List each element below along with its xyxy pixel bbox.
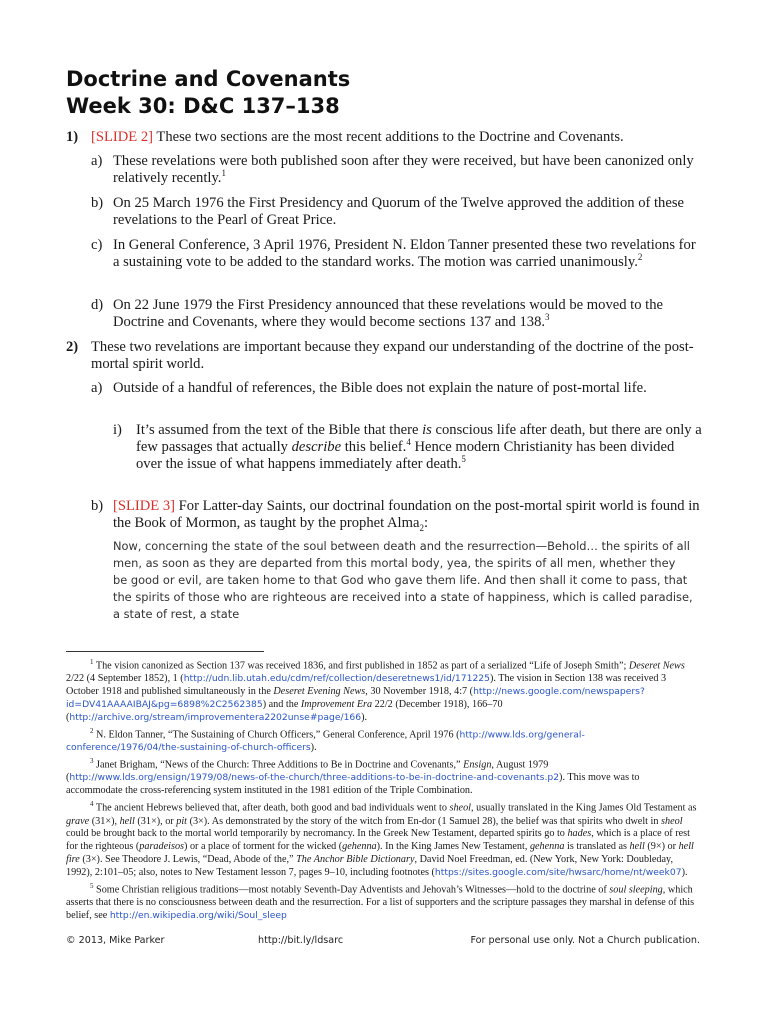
item-2ai <box>136 422 703 473</box>
footnote-2 <box>66 725 698 755</box>
footer-disclaimer: For personal use only. Not a Church publication. <box>470 935 700 946</box>
alma-subscript: 2 <box>419 522 424 533</box>
footnote-4-em: sheol <box>449 802 472 814</box>
footnote-2-text: ). <box>310 742 317 754</box>
footnote-4-text: , usually translated in the King James Old Testament as <box>471 802 697 814</box>
footnote-4-text: ) or a place of torment for the wicked ( <box>184 841 343 853</box>
item-2b <box>113 498 703 532</box>
footnote-5-em: soul sleeping <box>609 884 663 896</box>
footnote-5-link[interactable]: http://en.wikipedia.org/wiki/Soul_sleep <box>109 910 287 922</box>
footnote-4-link[interactable]: https://sites.google.com/site/hwsarc/home/nt/week07 <box>434 867 682 879</box>
item-1a-label: a) <box>91 153 103 169</box>
footnote-3-link[interactable]: http://www.lds.org/ensign/1979/08/news-of-the-church/three-additions-to-be-in-doctrine-and-covenants.p2 <box>69 772 560 784</box>
footnote-1-em: Improvement Era <box>300 699 373 711</box>
title-line-1: Doctrine and Covenants <box>66 67 351 91</box>
footnote-4-text: is translated as <box>564 841 630 853</box>
footnote-4-em: gehenna <box>529 841 565 853</box>
item-1b <box>113 195 703 229</box>
footnote-ref-5[interactable]: 5 <box>461 454 466 465</box>
item-2b-text: For Latter-day Saints, our doctrinal foundation on the post-mortal spirit world is found in the Book of Mormon, as taught by the prophet Alma <box>113 498 700 531</box>
item-1c-label: c) <box>91 237 103 253</box>
footnote-4-em: hell <box>629 841 645 853</box>
footnote-1-link[interactable]: http://udn.lib.utah.edu/cdm/ref/collection/deseretnews1/id/171225 <box>183 673 490 685</box>
section-1-text <box>91 129 703 146</box>
footnote-1-text: ). The vision in Section 138 was received 3 October 1918 and published simultaneously in the <box>66 673 667 698</box>
item-1c <box>113 237 703 271</box>
footnote-4-em: hell fire <box>66 841 694 866</box>
item-1b-text: On 25 March 1976 the First Presidency and Quorum of the Twelve approved the addition of these revelations to the Pearl of Great Price. <box>113 195 684 228</box>
footnote-4-text: could be brought back to the mortal world temporarily by necromancy. In the Greek New Testament, departed spirits go to <box>66 828 568 840</box>
item-1d <box>113 297 703 331</box>
slide-3-marker: [SLIDE 3] <box>113 498 176 514</box>
alma-quote: Now, concerning the state of the soul between death and the resurrection—Behold… the spirits of all men, as soon as they are departed from this mortal body, yea, the spirits of all men, whether they be good or evil, are taken home to that God who gave them life. And then shall it come to pass, that the spirits of those who are righteous are received into a state of happiness, which is called paradise, a state of rest, a state <box>113 539 693 621</box>
footnote-1-number: 1 <box>90 658 94 666</box>
footnote-4 <box>66 798 698 880</box>
footnote-4-text: , which is a place of rest for the righteous ( <box>66 828 690 853</box>
item-2ai-text-c: this belief. <box>341 439 407 455</box>
footnote-1-text: ) and the <box>262 699 301 711</box>
item-1d-text: On 22 June 1979 the First Presidency announced that these revelations would be moved to the Doctrine and Covenants, where they would become sections 137 and 138. <box>113 297 663 330</box>
item-1a-text: These revelations were both published soon after they were received, but have been canonized only relatively recently. <box>113 153 694 186</box>
item-2ai-text-d: Hence modern Christianity has been divided over the issue of what happens immediately after death. <box>136 439 675 472</box>
footnote-4-text: The ancient Hebrews believed that, after death, both good and bad individuals went to <box>93 802 450 814</box>
item-1a <box>113 153 703 187</box>
footnote-3-text: ). This move was to accommodate the cross-referencing system instituted in the 1981 edition of the Triple Combination. <box>66 772 640 797</box>
footnote-1-text: The vision canonized as Section 137 was received 1836, and first published in 1852 as part of a serialized “Life of Joseph Smith”; <box>93 660 629 672</box>
footnote-ref-4[interactable]: 4 <box>406 437 411 448</box>
item-1d-label: d) <box>91 297 104 313</box>
footnote-4-text: (9×) or <box>644 841 679 853</box>
item-2b-tail: : <box>423 515 428 531</box>
footnote-1-text: 22/2 (December 1918), 166–70 ( <box>66 699 503 724</box>
footnote-ref-3[interactable]: 3 <box>545 312 550 323</box>
section-2-number: 2) <box>66 339 79 355</box>
item-2ai-em-is: is <box>422 422 432 438</box>
footnote-4-em: sheol <box>661 815 683 827</box>
footnote-4-em: paradeisos <box>139 841 184 853</box>
footnote-5-number: 5 <box>90 882 94 891</box>
item-2b-label: b) <box>91 498 104 514</box>
item-2ai-text-a: It’s assumed from the text of the Bible that there <box>136 422 423 438</box>
footnote-4-em: grave <box>66 815 90 827</box>
footer-copyright: © 2013, Mike Parker <box>66 935 165 946</box>
footnote-4-em: hell <box>119 815 135 827</box>
footnote-2-link[interactable]: http://www.lds.org/general-conference/1976/04/the-sustaining-of-church-officers <box>66 729 585 754</box>
footnote-3-number: 3 <box>90 757 94 766</box>
footnote-1-text: 2/22 (4 September 1852), 1 ( <box>66 673 184 685</box>
footnote-1 <box>66 656 698 725</box>
footnote-3 <box>66 755 698 798</box>
item-2ai-text-b: conscious life after death, but there are only a few passages that actually <box>136 422 702 455</box>
footnote-5-text: , which asserts that there is no consciousness between death and the resurrection. For a list of supporters and the scripture passages they marshal in defense of this belief, see <box>66 884 695 922</box>
footnote-separator <box>66 651 264 652</box>
slide-2-marker: [SLIDE 2] <box>91 129 154 145</box>
item-1b-label: b) <box>91 195 104 211</box>
section-2-text <box>91 339 703 373</box>
footnote-4-number: 4 <box>90 800 94 809</box>
footnote-3-text: Janet Brigham, “News of the Church: Three Additions to Be in Doctrine and Covenants,” <box>93 759 464 771</box>
item-2ai-em-describe: describe <box>291 439 342 455</box>
footnote-4-em: hades <box>567 828 592 840</box>
footnote-4-text: (3×). As demonstrated by the story of the witch from En-dor (1 Samuel 28), the belief was that spirits who dwelt in <box>187 815 662 827</box>
footnote-1-em: Deseret Evening News <box>273 686 366 698</box>
section-1-number: 1) <box>66 129 79 145</box>
footnote-3-text: , August 1979 ( <box>66 759 549 784</box>
footer-short-link[interactable]: http://bit.ly/ldsarc <box>258 935 344 946</box>
footnote-1-text: , 30 November 1918, 4:7 ( <box>365 686 474 698</box>
footnote-4-em: The Anchor Bible Dictionary <box>296 854 415 866</box>
page-footer <box>66 935 700 949</box>
footnote-1-text: ). <box>361 712 368 724</box>
item-2a <box>113 380 703 397</box>
footnote-5 <box>66 880 698 923</box>
document-title <box>66 66 350 120</box>
footnote-4-text: (31×), <box>89 815 120 827</box>
footnote-1-link[interactable]: http://news.google.com/newspapers?id=DV41AAAAIBAJ&pg=6898%2C2562385 <box>66 686 645 711</box>
item-2ai-label: i) <box>113 422 122 438</box>
footnote-3-em: Ensign <box>463 759 492 771</box>
footnote-1-link[interactable]: http://archive.org/stream/improvementera2202unse#page/166 <box>69 712 362 724</box>
footnote-ref-2[interactable]: 2 <box>637 252 643 263</box>
item-1c-text: In General Conference, 3 April 1976, President N. Eldon Tanner presented these two revelations for a sustaining vote to be added to the standard works. The motion was carried unanimously. <box>113 237 696 270</box>
footnote-4-text: (31×), or <box>134 815 177 827</box>
footnote-ref-1[interactable]: 1 <box>221 168 226 179</box>
item-2a-label: a) <box>91 380 103 396</box>
footnote-5-text: Some Christian religious traditions—most notably Seventh-Day Adventists and Jehovah’s Witnesses—hold to the doctrine of <box>93 884 610 896</box>
footnote-4-em: pit <box>176 815 188 827</box>
footnotes <box>66 656 698 923</box>
footnote-4-text: ). <box>681 867 688 879</box>
footnote-1-em: Deseret News <box>628 660 685 672</box>
footnote-2-number: 2 <box>90 726 94 735</box>
footnote-4-text: , David Noel Freedman, ed. (New York, New York: Doubleday, 1992), 2:101–05; also, notes to New Testament lesson 7, pages 9–10, including footnotes ( <box>66 854 673 879</box>
footnote-4-em: gehenna <box>342 841 377 853</box>
title-line-2: Week 30: D&C 137–138 <box>66 94 340 118</box>
section-2-body: These two revelations are important because they expand our understanding of the doctrine of the post-mortal spirit world. <box>91 339 694 372</box>
item-2a-text: Outside of a handful of references, the Bible does not explain the nature of post-mortal life. <box>113 380 647 396</box>
footnote-4-text: (3×). See Theodore J. Lewis, “Dead, Abode of the,” <box>79 854 297 866</box>
footnote-4-text: ). In the King James New Testament, <box>376 841 530 853</box>
section-1-body: These two sections are the most recent additions to the Doctrine and Covenants. <box>153 129 624 145</box>
footnote-2-text: N. Eldon Tanner, “The Sustaining of Church Officers,” General Conference, April 1976 ( <box>93 729 460 741</box>
